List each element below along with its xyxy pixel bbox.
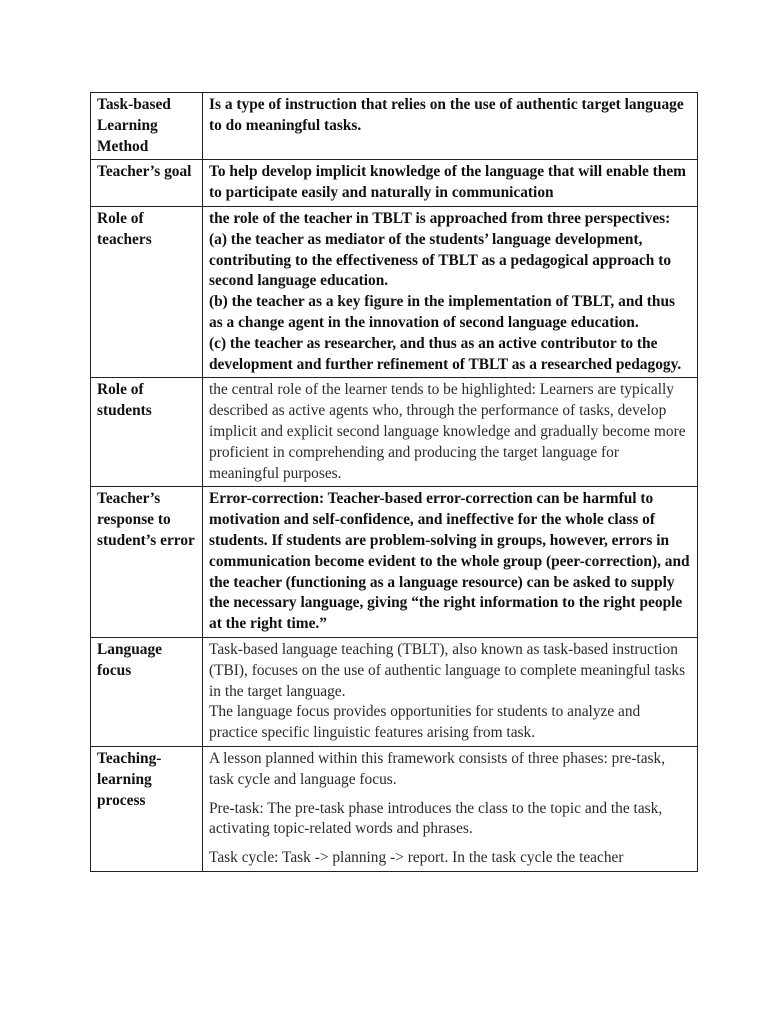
- content-line: Task-based language teaching (TBLT), also known as task-based instruction (TBI), focuses on the use of authentic language to complete meaningful tasks in the target language.: [209, 640, 686, 700]
- table-row: [91, 487, 698, 638]
- row-label: Teaching-learning process: [91, 746, 203, 871]
- row-content: [203, 487, 698, 638]
- content-line: The language focus provides opportunities for students to analyze and practice specific linguistic features arising from task.: [209, 703, 641, 742]
- row-label: Role of teachers: [91, 206, 203, 377]
- content-section: Task cycle: Task -> planning -> report. In the task cycle the teacher: [209, 849, 624, 867]
- content-line: (b) the teacher as a key figure in the implementation of TBLT, and thus as a change agent in the innovation of second language education.: [209, 293, 676, 331]
- content-line: the central role of the learner tends to be highlighted: Learners are typically described as active agents who, through the performance of tasks, develop implicit and explicit second language knowledge and gradually become more proficient in comprehending and producing the target language for meaningful purposes.: [209, 381, 686, 482]
- table-row: [91, 378, 698, 487]
- content-line: Is a type of instruction that relies on the use of authentic target language to do meaningful tasks.: [209, 96, 684, 134]
- row-label: Language focus: [91, 637, 203, 746]
- row-content: [203, 206, 698, 377]
- table-row: [91, 206, 698, 377]
- table-row: [91, 160, 698, 207]
- row-content: [203, 637, 698, 746]
- row-label: Teacher’s goal: [91, 160, 203, 207]
- content-line: the role of the teacher in TBLT is approached from three perspectives:: [209, 209, 671, 227]
- row-label: Teacher’s response to student’s error: [91, 487, 203, 638]
- table-row: [91, 746, 698, 871]
- table-row: [91, 93, 698, 160]
- content-line: To help develop implicit knowledge of the language that will enable them to participate easily and naturally in communication: [209, 163, 686, 202]
- row-label: Role of students: [91, 378, 203, 487]
- content-line: (a) the teacher as mediator of the students’ language development, contributing to the effectiveness of TBLT as a pedagogical approach to second language education.: [209, 230, 672, 290]
- content-section: Pre-task: The pre-task phase introduces the class to the topic and the task, activating topic-related words and phrases.: [209, 799, 663, 838]
- row-content: [203, 746, 698, 871]
- row-label: Task-based Learning Method: [91, 93, 203, 160]
- row-content: [203, 160, 698, 207]
- content-line: (c) the teacher as researcher, and thus as an active contributor to the development and further refinement of TBLT as a researched pedagogy.: [209, 334, 682, 373]
- content-table: [90, 92, 698, 872]
- content-line: Error-correction: Teacher-based error-correction can be harmful to motivation and self-confidence, and ineffective for the whole class of students. If students are problem-solving in groups, however, errors in communication become evident to the whole group (peer-correction), and the teacher (functioning as a language resource) can be asked to supply the necessary language, giving “the right information to the right people at the right time.”: [209, 490, 690, 633]
- content-section: A lesson planned within this framework consists of three phases: pre-task, task cycle and language focus.: [209, 749, 666, 788]
- row-content: [203, 378, 698, 487]
- row-content: [203, 93, 698, 160]
- table-row: [91, 637, 698, 746]
